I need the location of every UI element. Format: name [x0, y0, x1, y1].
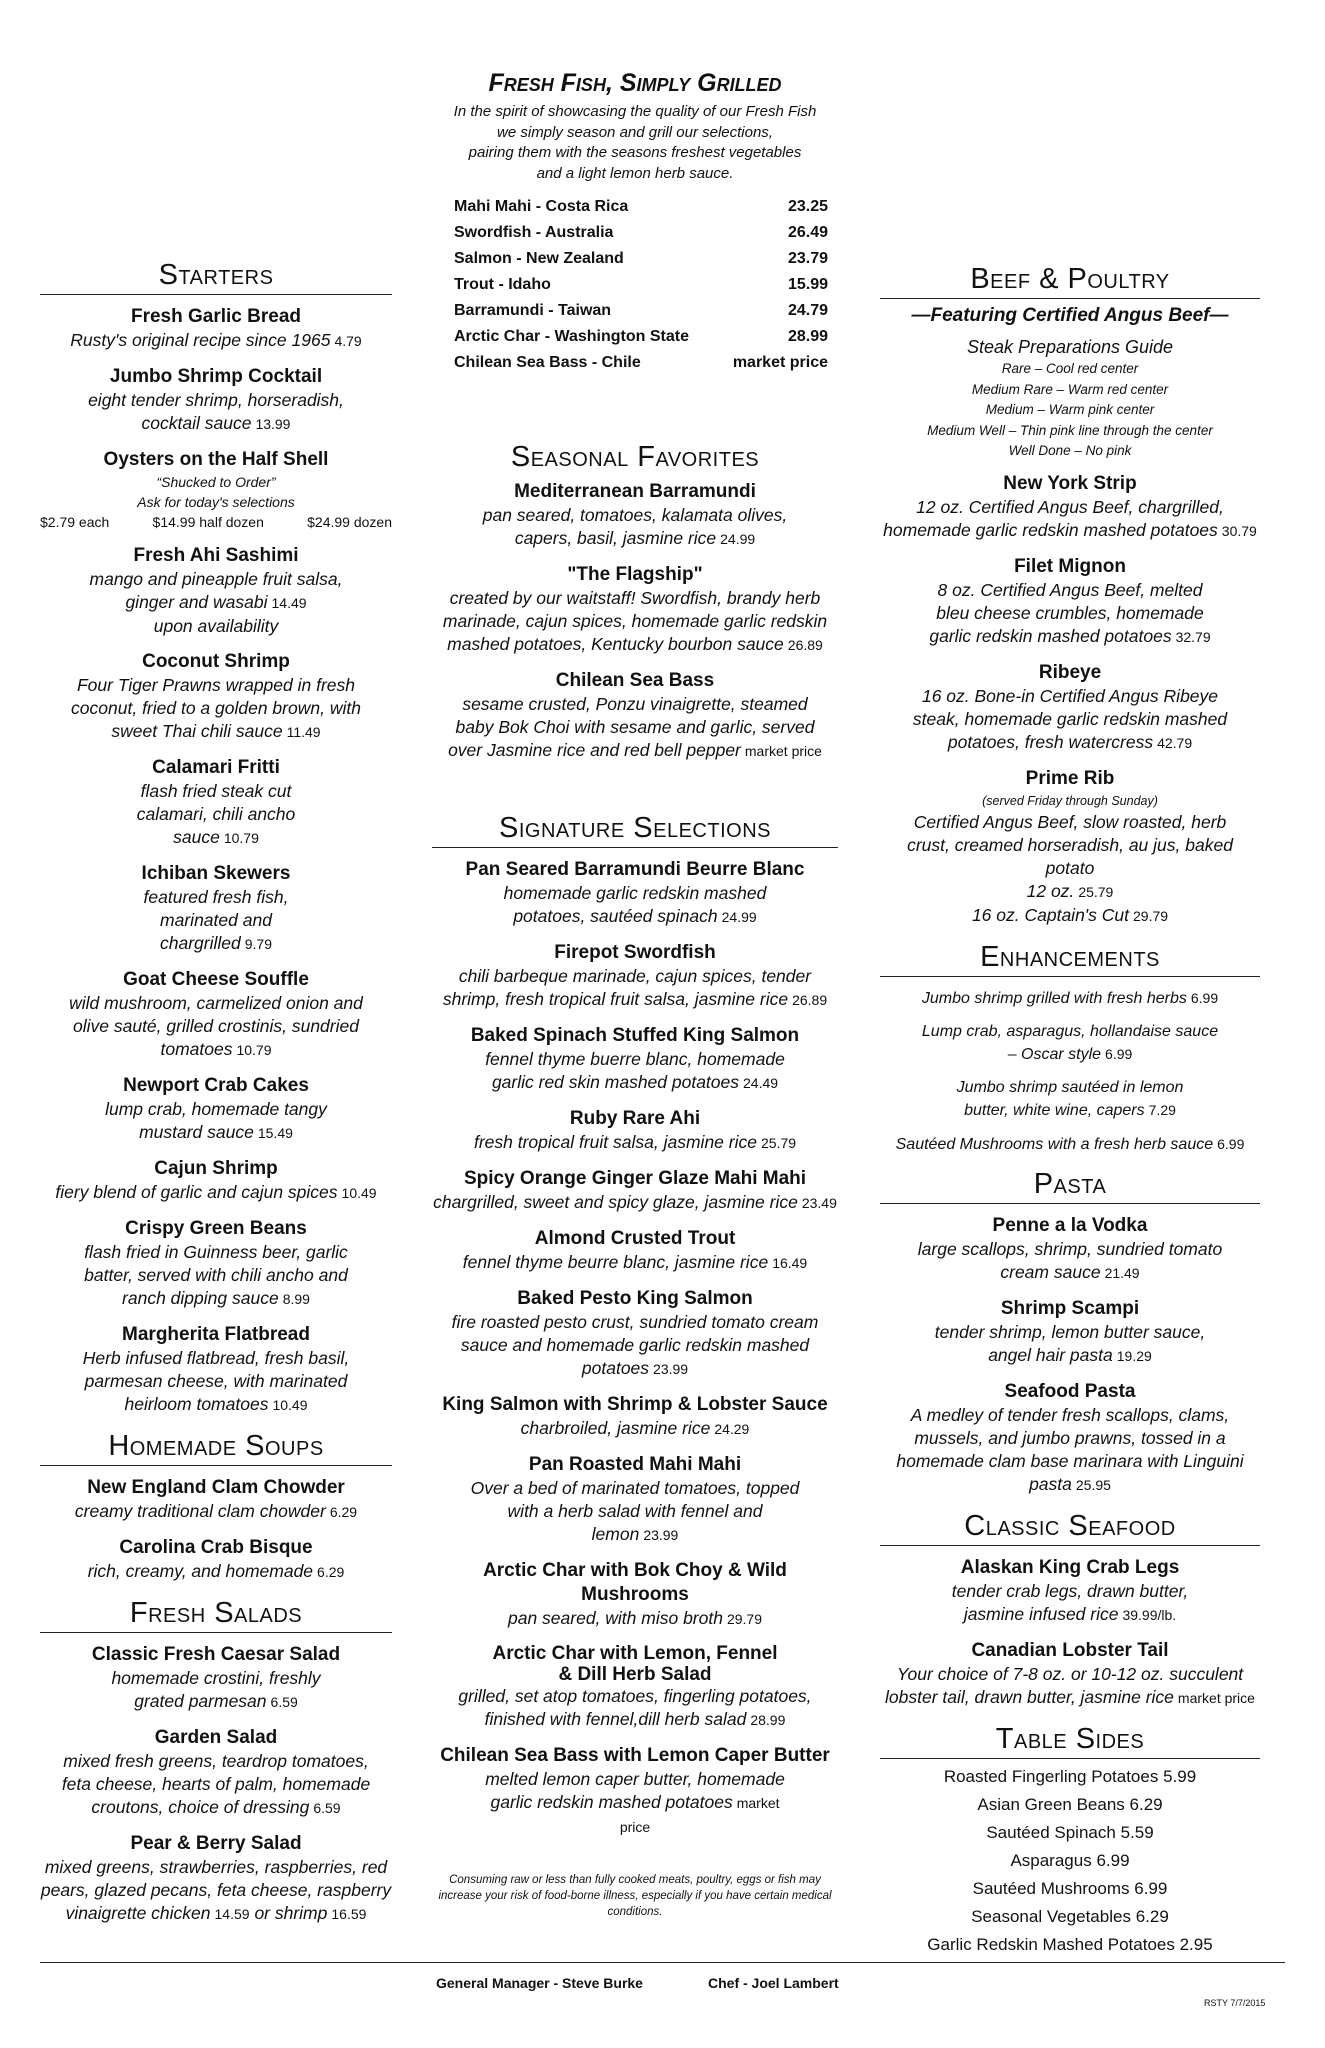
- item-price: 2.95: [1179, 1934, 1213, 1954]
- item-desc: Rusty's original recipe since 1965 4.79: [70, 330, 362, 350]
- item-desc: Certified Angus Beef, slow roasted, herb crust, creamed horseradish, au jus, baked potato: [907, 811, 1233, 878]
- menu-item: [880, 661, 1260, 755]
- item-desc: fresh tropical fruit salsa, jasmine rice 25.79: [473, 1132, 797, 1152]
- section-title-seasonal: Seasonal Favorites: [510, 441, 760, 473]
- item-desc: grilled, set atop tomatoes, fingerling potatoes, finished with fennel,dill herb salad 28.99: [458, 1686, 812, 1729]
- item-desc: creamy traditional clam chowder 6.29: [74, 1501, 358, 1521]
- item-price: 7.29: [1148, 1101, 1176, 1118]
- item-price: 24.29: [714, 1421, 750, 1437]
- item-price: 28.99: [787, 328, 828, 345]
- item-name: Fresh Ahi Sashimi: [133, 545, 299, 566]
- fresh-fish-intro: In the spirit of showcasing the quality of our Fresh Fish we simply season and grill our selections, pairing them with the seasons freshest vegetables and a light lemon herb sauce.: [453, 103, 817, 182]
- menu-item: [40, 1832, 392, 1926]
- item-price: 23.99: [653, 1361, 689, 1377]
- enhancement-item: Jumbo shrimp grilled with fresh herbs 6.99: [921, 989, 1219, 1007]
- menu-item: [428, 1107, 842, 1155]
- section-title-starters: Starters: [158, 259, 274, 291]
- item-price: 26.49: [787, 224, 828, 241]
- item-price: 24.49: [743, 1075, 779, 1091]
- item-desc: 12 oz. Certified Angus Beef, chargrilled, homemade garlic redskin mashed potatoes 30.79: [883, 496, 1257, 540]
- menu-item: [880, 1639, 1260, 1710]
- fish-row: Arctic Char - Washington State 28.99: [428, 324, 842, 350]
- item-desc: flash fried in Guinness beer, garlic batter, served with chili ancho and ranch dipping sauce 8.99: [84, 1242, 348, 1308]
- item-name: Ruby Rare Ahi: [569, 1108, 701, 1129]
- item-price: 11.49: [286, 724, 321, 740]
- beef-subtitle: —Featuring Certified Angus Beef—: [911, 305, 1229, 326]
- menu-item: [428, 1559, 842, 1631]
- item-price: 15.49: [257, 1125, 293, 1141]
- oyster-prices: [40, 512, 392, 532]
- item-price: 39.99/lb.: [1122, 1606, 1177, 1623]
- item-name: Newport Crab Cakes: [123, 1075, 309, 1096]
- item-name: Fresh Garlic Bread: [130, 306, 302, 327]
- section-rule: [880, 976, 1260, 977]
- item-desc: 16 oz. Bone-in Certified Angus Ribeye steak, homemade garlic redskin mashed potatoes, fresh watercress 42.79: [912, 685, 1228, 752]
- health-disclaimer: Consuming raw or less than fully cooked meats, poultry, eggs or fish may increase your risk of food-borne illness, especially if you have certain medical conditions.: [438, 1874, 832, 1918]
- fish-row: Chilean Sea Bass - Chile market price: [428, 350, 842, 376]
- item-size: 12 oz. 25.79: [1026, 880, 1114, 901]
- item-price: 6.99: [1096, 1850, 1130, 1870]
- menu-item: [428, 858, 842, 929]
- section-title-classic-seafood: Classic Seafood: [964, 1509, 1176, 1542]
- menu-item: [428, 1453, 842, 1547]
- item-desc: A medley of tender fresh scallops, clams, mussels, and jumbo prawns, tossed in a homemade clam base marinara with Linguini pasta 25.95: [896, 1404, 1244, 1494]
- item-desc: pan seared, with miso broth 29.79: [507, 1608, 763, 1628]
- menu-item: [428, 1287, 842, 1381]
- item-desc: tender shrimp, lemon butter sauce, angel hair pasta 19.29: [934, 1321, 1206, 1365]
- menu-item: [428, 1024, 842, 1095]
- item-price: 29.79: [1133, 907, 1169, 924]
- item-note: (served Friday through Sunday): [982, 793, 1158, 808]
- menu-item: [40, 968, 392, 1062]
- item-note: “Shucked to Order”: [156, 474, 276, 490]
- item-desc: fennel thyme buerre blanc, homemade garlic red skin mashed potatoes 24.49: [485, 1049, 785, 1092]
- item-desc: tender crab legs, drawn butter, jasmine infused rice 39.99/lb.: [951, 1580, 1189, 1624]
- item-price: 23.49: [801, 1195, 837, 1211]
- item-price: 6.29: [1135, 1906, 1169, 1926]
- menu-item: [40, 756, 392, 850]
- section-title-soups: Homemade Soups: [108, 1430, 324, 1462]
- item-price: market price: [744, 743, 822, 759]
- item-price: 4.79: [334, 333, 362, 349]
- item-name: Alaskan King Crab Legs: [960, 1556, 1180, 1578]
- side-item: Sautéed Mushrooms 6.99: [972, 1878, 1168, 1898]
- item-price: 10.49: [341, 1185, 377, 1201]
- item-price: 25.79: [760, 1135, 797, 1151]
- item-price: 10.79: [223, 830, 259, 846]
- item-name: Goat Cheese Souffle: [123, 969, 309, 990]
- menu-item: [428, 563, 842, 657]
- item-price: 25.79: [1078, 883, 1114, 900]
- item-desc: chili barbeque marinade, cajun spices, tender shrimp, fresh tropical fruit salsa, jasmine rice 26.89: [442, 966, 828, 1009]
- item-price: 26.89: [787, 637, 823, 653]
- item-desc: Four Tiger Prawns wrapped in fresh coconut, fried to a golden brown, with sweet Thai chili sauce 11.49: [71, 675, 361, 741]
- item-price: $24.99 dozen: [307, 514, 392, 530]
- version-stamp: RSTY 7/7/2015: [1204, 1998, 1266, 2008]
- side-item: Seasonal Vegetables 6.29: [971, 1906, 1169, 1926]
- menu-item: [40, 448, 392, 532]
- menu-item: [428, 941, 842, 1012]
- enhancement-item: Jumbo shrimp sautéed in lemon butter, white wine, capers 7.29: [956, 1078, 1184, 1119]
- menu-item: [40, 1074, 392, 1145]
- item-desc: mixed greens, strawberries, raspberries, red pears, glazed pecans, feta cheese, raspberry vinaigrette chicken 14.59 or shrimp 16.59: [40, 1857, 392, 1923]
- section-rule: [40, 294, 392, 295]
- section-title-fresh-fish: Fresh Fish, Simply Grilled: [488, 69, 782, 97]
- item-price: 6.59: [270, 1694, 298, 1710]
- item-desc: homemade garlic redskin mashed potatoes, sautéed spinach 24.99: [503, 883, 767, 926]
- item-desc: Your choice of 7-8 oz. or 10-12 oz. succulent lobster tail, drawn butter, jasmine rice market price: [885, 1663, 1255, 1707]
- item-price: 10.79: [236, 1042, 272, 1058]
- item-price: 19.29: [1116, 1347, 1152, 1364]
- section-title-signature: Signature Selections: [499, 812, 771, 844]
- menu-item: [880, 1556, 1260, 1627]
- item-note: upon availability: [153, 616, 279, 636]
- item-name: Penne a la Vodka: [992, 1214, 1148, 1236]
- section-title-beef: Beef & Poultry: [970, 263, 1170, 295]
- item-name: "The Flagship": [567, 564, 703, 585]
- item-price: 10.49: [272, 1397, 308, 1413]
- item-price: 8.99: [282, 1291, 310, 1307]
- item-name: Classic Fresh Caesar Salad: [91, 1644, 341, 1665]
- item-price: 6.99: [1105, 1045, 1133, 1062]
- menu-item: [40, 1536, 392, 1584]
- section-rule: [432, 847, 838, 848]
- item-price: market price: [619, 1795, 780, 1835]
- item-name: Almond Crusted Trout: [534, 1228, 736, 1249]
- item-desc: wild mushroom, carmelized onion and olive sauté, grilled crostinis, sundried tomatoes 10.79: [69, 993, 363, 1059]
- fish-row: Salmon - New Zealand 23.79: [428, 246, 842, 272]
- fish-row: Mahi Mahi - Costa Rica 23.25: [428, 194, 842, 220]
- item-name: Filet Mignon: [1014, 555, 1126, 577]
- menu-item: [428, 1167, 842, 1215]
- item-desc: lump crab, homemade tangy mustard sauce 15.49: [105, 1099, 327, 1142]
- item-price: 23.25: [787, 198, 828, 215]
- item-name: Calamari Fritti: [152, 757, 280, 778]
- item-desc: created by our waitstaff! Swordfish, brandy herb marinade, cajun spices, homemade garlic redskin mashed potatoes, Kentucky bourbon sauce 26.89: [442, 588, 828, 654]
- item-price: 5.59: [1120, 1822, 1154, 1842]
- item-name: Mediterranean Barramundi: [514, 481, 756, 502]
- steak-guide: Rare – Cool red center Medium Rare – Warm red center Medium – Warm pink center Medium Well – Thin pink line through the center Well Done – No pink: [927, 361, 1213, 458]
- item-name: King Salmon with Shrimp & Lobster Sauce: [442, 1394, 828, 1415]
- menu-item: [428, 480, 842, 551]
- item-name: Crispy Green Beans: [125, 1218, 307, 1239]
- item-price: 14.49: [271, 595, 307, 611]
- item-name: Spicy Orange Ginger Glaze Mahi Mahi: [463, 1168, 807, 1189]
- item-desc: eight tender shrimp, horseradish, cocktail sauce 13.99: [88, 390, 344, 433]
- section-rule: [880, 1203, 1260, 1204]
- chef: Chef - Joel Lambert: [708, 1975, 839, 1991]
- item-price: 16.49: [772, 1255, 808, 1271]
- item-note: Ask for today's selections: [137, 494, 295, 510]
- item-name: Ribeye: [1038, 661, 1102, 683]
- middle-column: [428, 68, 842, 1851]
- menu-item: [40, 650, 392, 744]
- item-name: Pan Roasted Mahi Mahi: [528, 1454, 742, 1475]
- item-desc: charbroiled, jasmine rice 24.29: [520, 1418, 750, 1438]
- fresh-fish-list: [428, 194, 842, 376]
- menu-item: [880, 472, 1260, 543]
- menu-item: [40, 1217, 392, 1311]
- item-price: 23.99: [643, 1527, 679, 1543]
- side-item: Asian Green Beans 6.29: [977, 1794, 1163, 1814]
- item-name: Baked Pesto King Salmon: [517, 1288, 753, 1309]
- menu-item: [40, 1476, 392, 1524]
- item-price: 42.79: [1157, 734, 1193, 751]
- item-price: $14.99 half dozen: [152, 514, 264, 530]
- item-name: Firepot Swordfish: [554, 942, 716, 963]
- menu-item: [428, 1744, 842, 1839]
- menu-item: [428, 1227, 842, 1275]
- item-price: 6.29: [317, 1564, 345, 1580]
- item-price: 13.99: [255, 416, 291, 432]
- item-desc: 8 oz. Certified Angus Beef, melted bleu cheese crumbles, homemade garlic redskin mashed potatoes 32.79: [929, 579, 1211, 646]
- menu-item: [40, 1726, 392, 1820]
- item-size: 16 oz. Captain's Cut 29.79: [971, 904, 1169, 925]
- item-price: 6.59: [313, 1800, 341, 1816]
- item-price: 32.79: [1175, 628, 1211, 645]
- item-price: 16.59: [331, 1906, 367, 1922]
- item-price: 9.79: [244, 936, 272, 952]
- item-desc: fire roasted pesto crust, sundried tomato cream sauce and homemade garlic redskin mashed potatoes 23.99: [451, 1312, 819, 1378]
- menu-item: [428, 1393, 842, 1441]
- item-price: 23.79: [787, 250, 828, 267]
- item-desc: flash fried steak cut calamari, chili ancho sauce 10.79: [136, 781, 296, 847]
- item-price: 24.99: [720, 531, 756, 547]
- item-name: Ichiban Skewers: [141, 863, 291, 884]
- side-item: Roasted Fingerling Potatoes 5.99: [943, 1766, 1197, 1786]
- item-price: $2.79 each: [40, 514, 110, 530]
- item-name: Seafood Pasta: [1004, 1380, 1136, 1402]
- item-desc: melted lemon caper butter, homemade garlic redskin mashed potatoes market price: [485, 1769, 785, 1835]
- side-item: Asparagus 6.99: [1010, 1850, 1130, 1870]
- item-desc: rich, creamy, and homemade 6.29: [87, 1561, 345, 1581]
- item-name: Cajun Shrimp: [154, 1158, 278, 1179]
- item-price: 6.99: [1217, 1135, 1245, 1152]
- item-desc: pan seared, tomatoes, kalamata olives, capers, basil, jasmine rice 24.99: [482, 505, 788, 548]
- item-name: Canadian Lobster Tail: [971, 1639, 1169, 1661]
- side-item: Garlic Redskin Mashed Potatoes 2.95: [927, 1934, 1213, 1954]
- item-price: 21.49: [1104, 1264, 1140, 1281]
- item-name: Jumbo Shrimp Cocktail: [109, 366, 323, 387]
- section-rule: [40, 1465, 392, 1466]
- item-price: 6.99: [1134, 1878, 1168, 1898]
- item-price: 6.29: [329, 1504, 358, 1520]
- section-title-pasta: Pasta: [1033, 1167, 1107, 1200]
- item-name: Pear & Berry Salad: [130, 1833, 302, 1854]
- steak-guide-title: Steak Preparations Guide: [966, 337, 1174, 357]
- item-name: Arctic Char with Lemon, Fennel & Dill Herb Salad: [492, 1643, 778, 1685]
- item-price: 6.99: [1190, 989, 1219, 1006]
- menu-item: [428, 669, 842, 763]
- item-price: 30.79: [1221, 522, 1257, 539]
- item-price: 25.95: [1075, 1476, 1111, 1493]
- item-name: Pan Seared Barramundi Beurre Blanc: [465, 859, 805, 880]
- item-name: Shrimp Scampi: [1000, 1297, 1140, 1319]
- section-rule: [40, 1632, 392, 1633]
- item-price: 14.59: [214, 1906, 250, 1922]
- item-price: 24.99: [721, 909, 757, 925]
- section-title-enhancements: Enhancements: [980, 940, 1160, 973]
- item-desc: fiery blend of garlic and cajun spices 10.49: [55, 1182, 377, 1202]
- menu-item: [880, 555, 1260, 649]
- item-desc: Herb infused flatbread, fresh basil, parmesan cheese, with marinated heirloom tomatoes 10.49: [82, 1348, 350, 1414]
- menu-item: [40, 1157, 392, 1205]
- left-column: [40, 258, 392, 1938]
- item-name: New England Clam Chowder: [87, 1477, 345, 1498]
- item-desc: featured fresh fish, marinated and chargrilled 9.79: [143, 887, 289, 953]
- menu-item: [40, 544, 392, 638]
- item-price: 24.79: [787, 302, 828, 319]
- menu-item: [40, 1643, 392, 1714]
- enhancement-item: Sautéed Mushrooms with a fresh herb sauce 6.99: [895, 1135, 1245, 1153]
- menu-item: [880, 1297, 1260, 1368]
- item-price: 5.99: [1163, 1766, 1197, 1786]
- item-price: market price: [732, 354, 828, 371]
- item-desc: mixed fresh greens, teardrop tomatoes, feta cheese, hearts of palm, homemade croutons, choice of dressing 6.59: [61, 1751, 371, 1817]
- item-name: Garden Salad: [154, 1727, 278, 1748]
- item-name: Coconut Shrimp: [142, 651, 290, 672]
- section-rule: [880, 298, 1260, 299]
- item-desc: homemade crostini, freshly grated parmesan 6.59: [111, 1668, 321, 1711]
- item-desc: mango and pineapple fruit salsa, ginger and wasabi 14.49: [89, 569, 343, 612]
- menu-item: [40, 365, 392, 436]
- general-manager: General Manager - Steve Burke: [436, 1975, 643, 1991]
- item-name: Margherita Flatbread: [122, 1324, 310, 1345]
- item-price: 26.89: [792, 992, 828, 1008]
- item-name: Chilean Sea Bass: [555, 670, 715, 691]
- menu-item: [880, 767, 1260, 928]
- menu-item: [40, 305, 392, 353]
- item-name: Carolina Crab Bisque: [119, 1537, 313, 1558]
- item-name: Oysters on the Half Shell: [103, 449, 329, 470]
- item-price: 29.79: [726, 1611, 763, 1627]
- right-column: [880, 262, 1260, 1959]
- menu-item: [428, 1643, 842, 1732]
- menu-item: [880, 1214, 1260, 1285]
- footer-rule: [40, 1962, 1285, 1963]
- section-rule: [880, 1545, 1260, 1546]
- menu-item: [40, 862, 392, 956]
- section-rule: [880, 1758, 1260, 1759]
- item-desc: sesame crusted, Ponzu vinaigrette, steamed baby Bok Choi with sesame and garlic, served over Jasmine rice and red bell pepper market price: [448, 694, 822, 760]
- side-item: Sautéed Spinach 5.59: [986, 1822, 1154, 1842]
- item-name: New York Strip: [1003, 472, 1137, 494]
- item-desc: fennel thyme beurre blanc, jasmine rice 16.49: [462, 1252, 808, 1272]
- item-price: market price: [1177, 1689, 1255, 1706]
- section-title-table-sides: Table Sides: [995, 1722, 1145, 1755]
- item-name: Arctic Char with Bok Choy & Wild Mushrooms: [483, 1560, 787, 1605]
- menu-item: [40, 1323, 392, 1417]
- item-desc: Over a bed of marinated tomatoes, topped with a herb salad with fennel and lemon 23.99: [470, 1478, 800, 1544]
- fish-row: Barramundi - Taiwan 24.79: [428, 298, 842, 324]
- fish-row: Trout - Idaho 15.99: [428, 272, 842, 298]
- section-title-salads: Fresh Salads: [129, 1597, 303, 1629]
- item-name: Prime Rib: [1025, 767, 1115, 789]
- item-name: Chilean Sea Bass with Lemon Caper Butter: [440, 1745, 830, 1766]
- item-price: 6.29: [1129, 1794, 1163, 1814]
- item-price: 15.99: [787, 276, 828, 293]
- item-price: 28.99: [750, 1712, 786, 1728]
- item-name: Baked Spinach Stuffed King Salmon: [470, 1025, 800, 1046]
- fish-row: Swordfish - Australia 26.49: [428, 220, 842, 246]
- menu-item: [880, 1380, 1260, 1497]
- item-desc: large scallops, shrimp, sundried tomato cream sauce 21.49: [917, 1238, 1223, 1282]
- enhancement-item: Lump crab, asparagus, hollandaise sauce – Oscar style 6.99: [921, 1022, 1219, 1063]
- item-desc: chargrilled, sweet and spicy glaze, jasmine rice 23.49: [433, 1192, 837, 1212]
